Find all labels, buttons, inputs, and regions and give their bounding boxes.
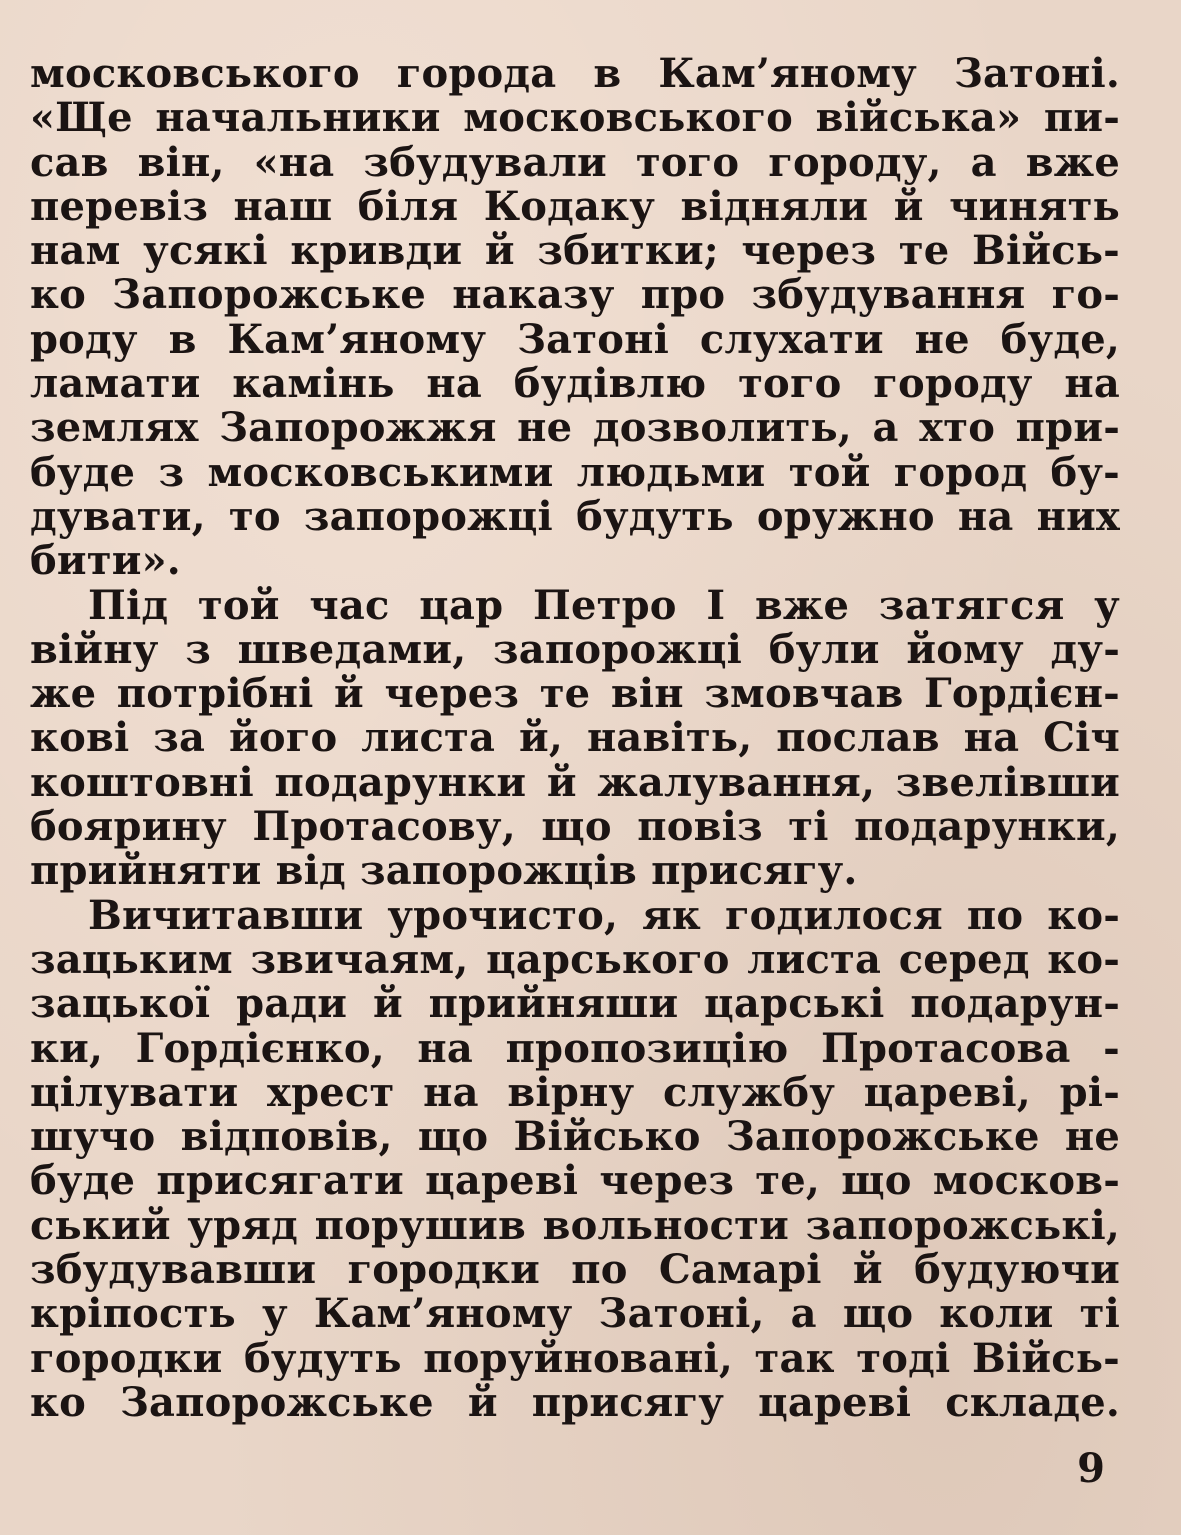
text-line: «Ще начальники московського війська» пи- (30, 96, 1120, 141)
page-number: 9 (1077, 1445, 1105, 1492)
text-line: роду в Кам’яному Затоні слухати не буде, (30, 317, 1120, 363)
text-line: сав він, «на збудували того городу, а вже (30, 140, 1120, 185)
text-line: кові за його листа й, навіть, послав на Січ (30, 716, 1120, 761)
text-line: перевіз наш біля Кодаку відняли й чинять (30, 184, 1120, 230)
text-line: зацьким звичаям, царського листа серед ко- (30, 937, 1120, 983)
text-line: коштовні подарунки й жалування, звелівши (30, 760, 1120, 806)
text-line: цілувати хрест на вірну службу цареві, рі- (30, 1070, 1120, 1116)
text-line: ки, Гордієнко, на пропозицію Протасова - (30, 1026, 1120, 1071)
text-line: ко Запорожське й присягу цареві складе. (30, 1380, 1120, 1426)
text-line: ський уряд порушив вольности запорожські, (30, 1203, 1120, 1249)
text-line: кріпость у Кам’яному Затоні, а що коли ті (30, 1292, 1120, 1337)
text-line: шучо відповів, що Військо Запорожське не (30, 1115, 1120, 1160)
text-line: бити». (30, 539, 181, 584)
text-line: буде присягати цареві через те, що москов- (30, 1159, 1120, 1204)
text-line: прийняти від запорожців присягу. (30, 849, 858, 894)
text-line: буде з московськими людьми той город бу- (30, 450, 1120, 495)
text-line: московського города в Кам’яному Затоні. (30, 52, 1120, 97)
text-line: війну з шведами, запорожці були йому ду- (30, 627, 1120, 673)
text-line: городки будуть поруйновані, так тоді Війсь- (30, 1336, 1120, 1381)
text-line: землях Запорожжя не дозволить, а хто при- (30, 406, 1120, 451)
text-line: нам усякі кривди й збитки; через те Війсь- (30, 229, 1120, 274)
body-text (30, 52, 1120, 1425)
text-line: збудувавши городки по Самарі й будуючи (30, 1248, 1120, 1293)
text-line: зацької ради й прийняши царські подарун- (30, 982, 1120, 1027)
text-line: ко Запорожське наказу про збудування го- (30, 273, 1120, 318)
text-line: дувати, то запорожці будуть оружно на них (30, 494, 1120, 540)
text-line: боярину Протасову, що повіз ті подарунки, (30, 805, 1120, 850)
paragraph-start-line: Під той час цар Петро І вже затягся у (88, 583, 1120, 628)
text-line: ламати камінь на будівлю того городу на (30, 362, 1120, 407)
text-line: же потрібні й через те він змовчав Гордієн- (30, 672, 1120, 717)
paragraph-start-line: Вичитавши урочисто, як годилося по ко- (88, 893, 1120, 938)
